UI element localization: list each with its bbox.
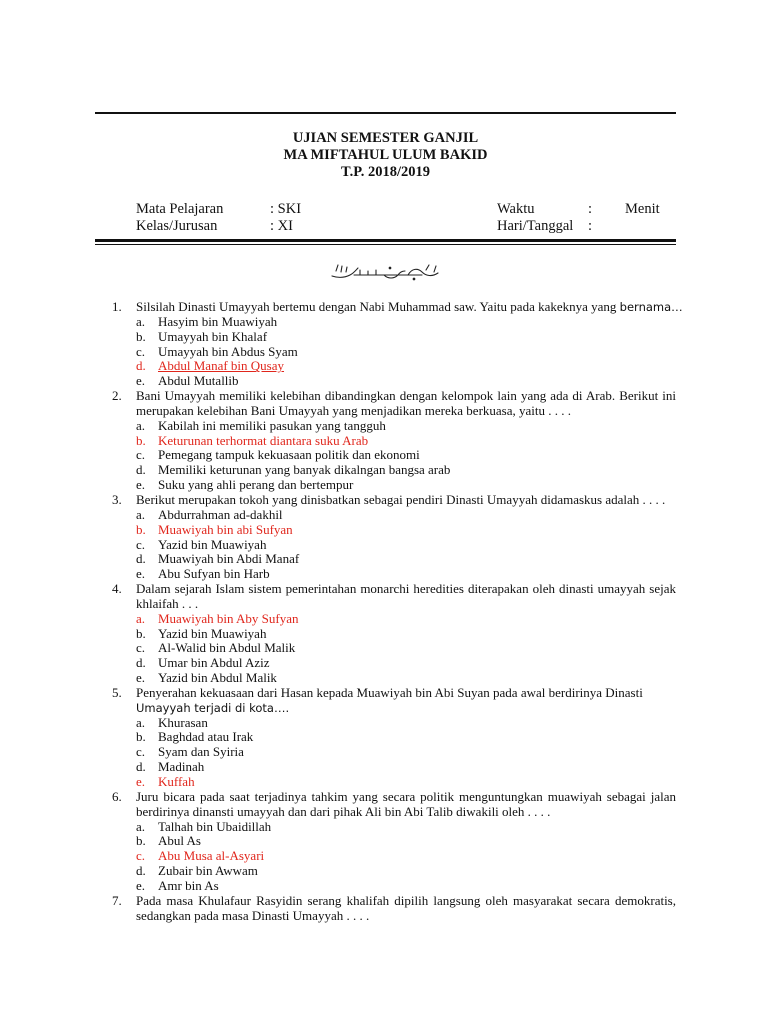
option-b-answer[interactable]: b. Keturunan terhormat diantara suku Arab [136,432,369,448]
question-number: 2. [112,388,122,404]
question-text-tail: bernama… [619,300,683,314]
question-text: Berikut merupakan tokoh yang dinisbatkan sebagai pendiri Dinasti Umayyah didamaskus adalah . . . . [136,491,666,507]
option-d[interactable]: d. Zubair bin Awwam [136,863,258,879]
option-d[interactable]: d. Madinah [136,759,205,775]
option-e[interactable]: e. Abdul Mutallib [136,373,239,389]
option-c[interactable]: c. Umayyah bin Abdus Syam [136,343,298,359]
date-label: Hari/Tanggal [497,218,574,234]
option-b[interactable]: b. Umayyah bin Khalaf [136,328,268,344]
option-c[interactable]: c. Pemegang tampuk kekuasaan politik dan ekonomi [136,447,420,463]
option-d[interactable]: d. Umar bin Abdul Aziz [136,655,270,671]
exam-header [95,130,676,181]
option-e[interactable]: e. Suku yang ahli perang dan bertempur [136,477,354,493]
question-text: Penyerahan kekuasaan dari Hasan kepada Muawiyah bin Abi Suyan pada awal berdirinya Dinasti Umayyah terjadi di kota…. [136,684,643,715]
header-rule-thick [95,239,676,242]
date-colon: : [588,218,593,234]
question-5 [0,686,768,790]
question-number: 3. [112,491,122,507]
option-a[interactable]: a. Kabilah ini memiliki pasukan yang tangguh [136,417,386,433]
question-text: Juru bicara pada saat terjadinya tahkim yang secara politik menguntungkan muawiyah sebagai jalan berdirinya dinansti umayyah dan dari pihak Ali bin Abi Talib diwakili oleh . . . . [136,788,676,819]
option-a[interactable]: a. Talhah bin Ubaidillah [136,818,272,834]
option-a-answer[interactable]: a. Muawiyah bin Aby Sufyan [136,610,299,626]
option-e-answer[interactable]: e. Kuffah [136,774,195,789]
time-unit: Menit [625,201,660,217]
time-label: Waktu [497,201,535,217]
option-e[interactable]: e. Yazid bin Abdul Malik [136,670,277,686]
question-number: 1. [112,299,122,314]
header-rule-thin [95,244,676,245]
option-c-answer[interactable]: c. Abu Musa al-Asyari [136,848,265,864]
basmala-calligraphy-icon [330,262,442,282]
option-e[interactable]: e. Abu Sufyan bin Harb [136,566,270,582]
class-value: : XI [270,218,293,234]
top-rule [95,112,676,114]
question-4 [0,582,768,686]
class-label: Kelas/Jurusan [136,218,218,234]
question-text: Bani Umayyah memiliki kelebihan dibandingkan dengan kelompok lain yang ada di Arab. Berikut ini merupakan kelebihan Bani Umayyah yang menjadikan mereka berkuasa, yaitu . . . . [136,388,676,418]
option-b[interactable]: b. Yazid bin Muawiyah [136,625,267,641]
option-a[interactable]: a. Khurasan [136,714,208,730]
option-e[interactable]: e. Amr bin As [136,877,219,893]
academic-year: T.P. 2018/2019 [340,164,431,180]
school-name: MA MIFTAHUL ULUM BAKID [283,147,488,163]
question-6 [0,790,768,894]
question-2 [0,389,768,493]
question-number: 5. [112,684,122,700]
subject-value: : SKI [270,201,302,217]
option-b[interactable]: b. Abul As [136,833,201,849]
option-a[interactable]: a. Abdurrahman ad-dakhil [136,506,283,522]
option-d[interactable]: d. Muawiyah bin Abdi Manaf [136,551,300,567]
time-colon: : [588,201,593,217]
question-3 [0,493,768,582]
option-c[interactable]: c. Syam dan Syiria [136,744,244,760]
option-c[interactable]: c. Al-Walid bin Abdul Malik [136,640,296,656]
option-a[interactable]: a. Hasyim bin Muawiyah [136,313,278,329]
question-number: 4. [112,581,122,597]
question-1 [0,300,768,389]
exam-title: UJIAN SEMESTER GANJIL [292,130,479,146]
question-text: Silsilah Dinasti Umayyah bertemu dengan Nabi Muhammad saw. Yaitu pada kakeknya yang bernama… [136,299,683,314]
question-number: 7. [112,892,122,908]
question-7 [0,894,768,924]
option-d-answer[interactable]: d. Abdul Manaf bin Qusay [136,358,285,374]
question-number: 6. [112,788,122,804]
option-b-answer[interactable]: b. Muawiyah bin abi Sufyan [136,521,293,537]
question-list [0,300,768,923]
option-b[interactable]: b. Baghdad atau Irak [136,729,254,745]
question-text: Pada masa Khulafaur Rasyidin serang khalifah dipilih langsung oleh masyarakat secara demokratis, sedangkan pada masa Dinasti Umayyah . . . . [136,892,676,923]
question-text-tail: Umayyah terjadi di kota…. [136,700,290,715]
question-text: Dalam sejarah Islam sistem pemerintahan monarchi heredities diterapakan oleh dinasti umayyah sejak khlaifah . . . [136,581,676,611]
option-d[interactable]: d. Memiliki keturunan yang banyak dikalngan bangsa arab [136,462,451,478]
option-c[interactable]: c. Yazid bin Muawiyah [136,536,267,552]
subject-label: Mata Pelajaran [136,201,224,217]
